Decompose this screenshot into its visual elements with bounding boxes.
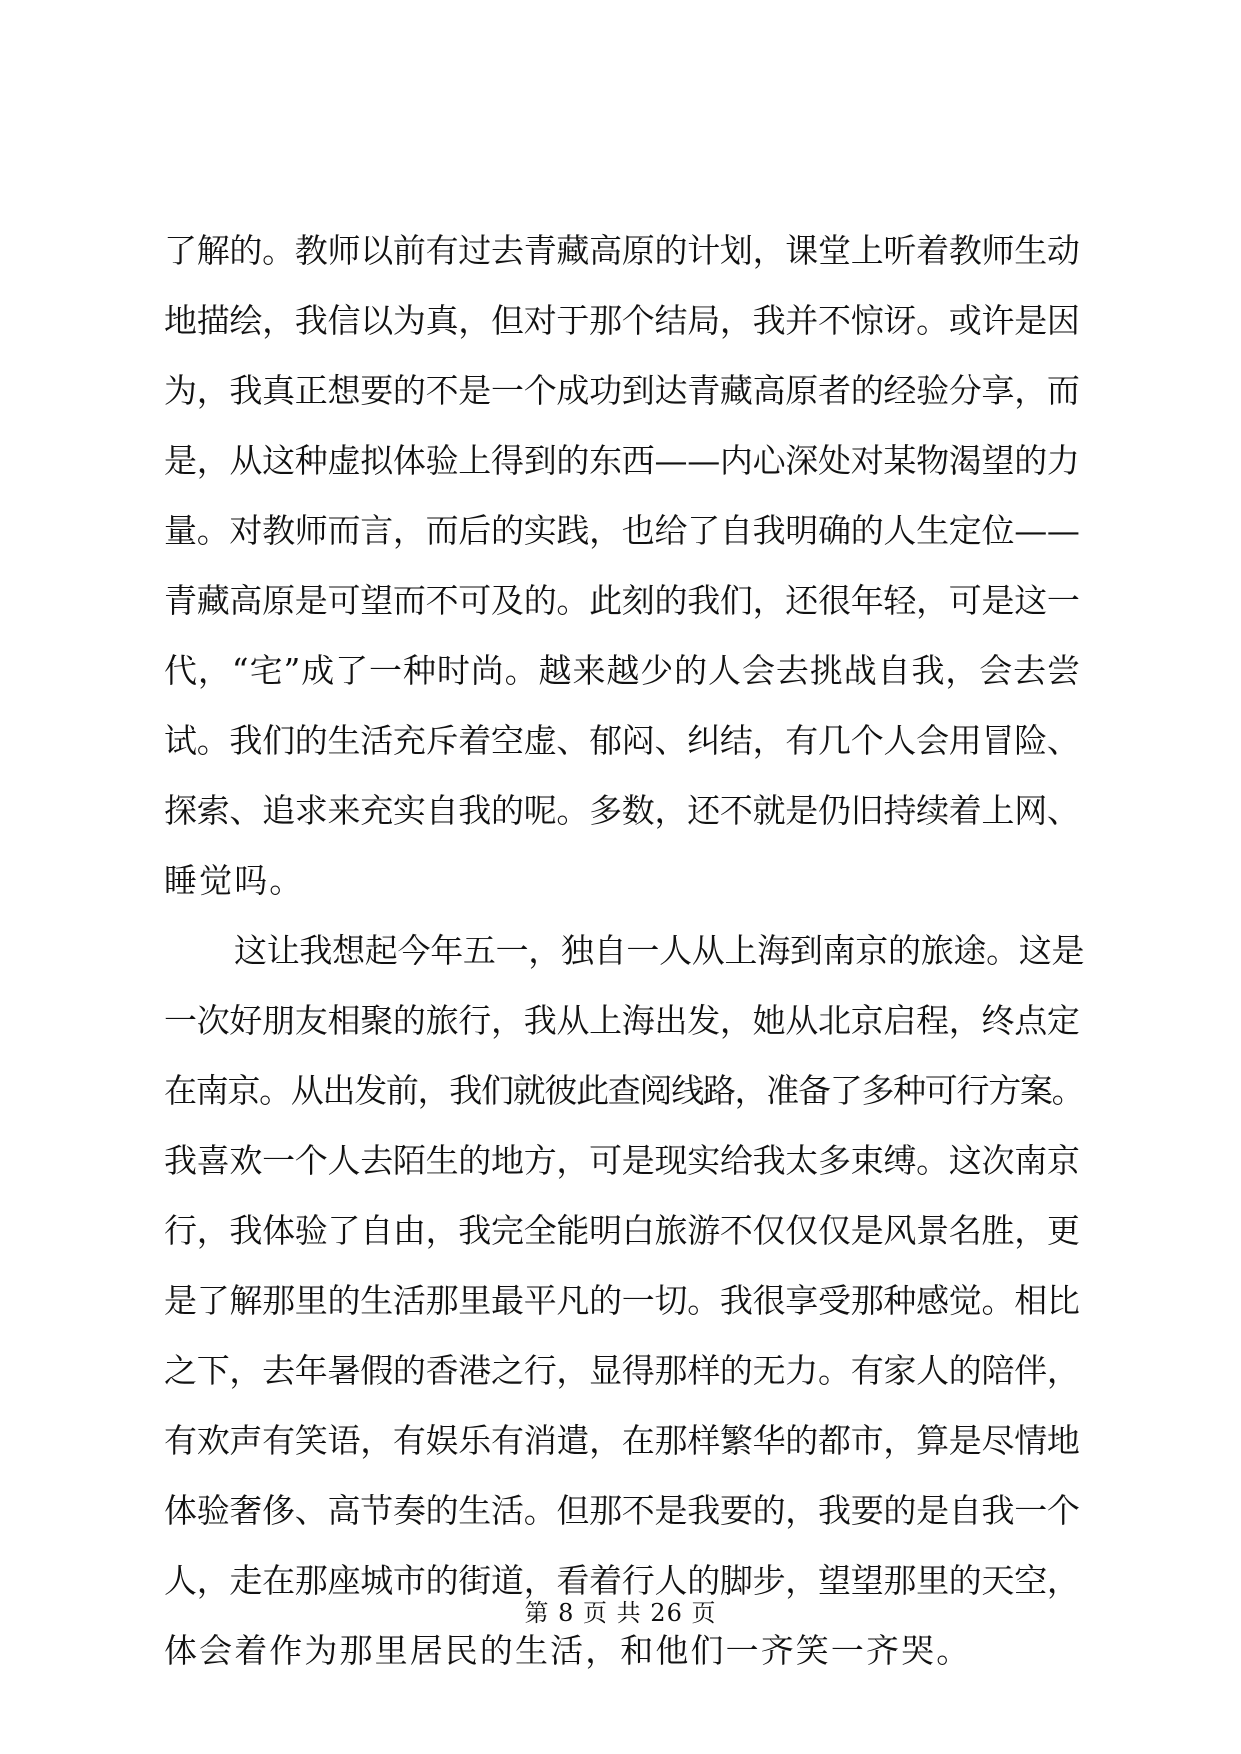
paragraph-1-line-1: 了解的。教师以前有过去青藏高原的计划，课堂上听着教师生动 [164,231,1080,270]
paragraph-1-line-9: 探索、追求来充实自我的呢。多数，还不就是仍旧持续着上网、 [164,791,1080,830]
paragraph-1-line-5: 量。对教师而言，而后的实践，也给了自我明确的人生定位—— [164,511,1080,550]
paragraph-1-line-8: 试。我们的生活充斥着空虚、郁闷、纠结，有几个人会用冒险、 [164,721,1080,760]
paragraph-2-line-1: 这让我想起今年五一，独自一人从上海到南京的旅途。这是 [234,931,1085,970]
paragraph-2-line-9: 体验奢侈、高节奏的生活。但那不是我要的，我要的是自我一个 [164,1491,1080,1530]
page-number-footer: 第 8 页 共 26 页 [524,1599,717,1627]
paragraph-1-line-10: 睡觉吗。 [164,861,305,900]
paragraph-1-line-3: 为，我真正想要的不是一个成功到达青藏高原者的经验分享，而 [164,371,1080,410]
paragraph-2-line-10: 人，走在那座城市的街道，看着行人的脚步，望望那里的天空， [164,1561,1080,1600]
paragraph-2-line-7: 之下，去年暑假的香港之行，显得那样的无力。有家人的陪伴， [164,1351,1080,1390]
paragraph-1-line-7: 代，“宅”成了一种时尚。越来越少的人会去挑战自我，会去尝 [164,651,1081,690]
paragraph-1-line-4: 是，从这种虚拟体验上得到的东西——内心深处对某物渴望的力 [164,441,1080,480]
paragraph-2-line-8: 有欢声有笑语，有娱乐有消遣，在那样繁华的都市，算是尽情地 [164,1421,1080,1460]
paragraph-2-line-4: 我喜欢一个人去陌生的地方，可是现实给我太多束缚。这次南京 [164,1141,1080,1180]
paragraph-2-line-5: 行，我体验了自由，我完全能明白旅游不仅仅仅是风景名胜，更 [164,1211,1080,1250]
paragraph-1-line-6: 青藏高原是可望而不可及的。此刻的我们，还很年轻，可是这一 [164,581,1080,620]
paragraph-2-line-2: 一次好朋友相聚的旅行，我从上海出发，她从北京启程，终点定 [164,1001,1080,1040]
paragraph-2-line-3: 在南京。从出发前，我们就彼此查阅线路，准备了多种可行方案。 [164,1071,1084,1110]
paragraph-2-line-6: 是了解那里的生活那里最平凡的一切。我很享受那种感觉。相比 [164,1281,1080,1320]
paragraph-1-line-2: 地描绘，我信以为真，但对于那个结局，我并不惊讶。或许是因 [164,301,1080,340]
paragraph-2-line-11: 体会着作为那里居民的生活，和他们一齐笑一齐哭。 [164,1631,972,1670]
